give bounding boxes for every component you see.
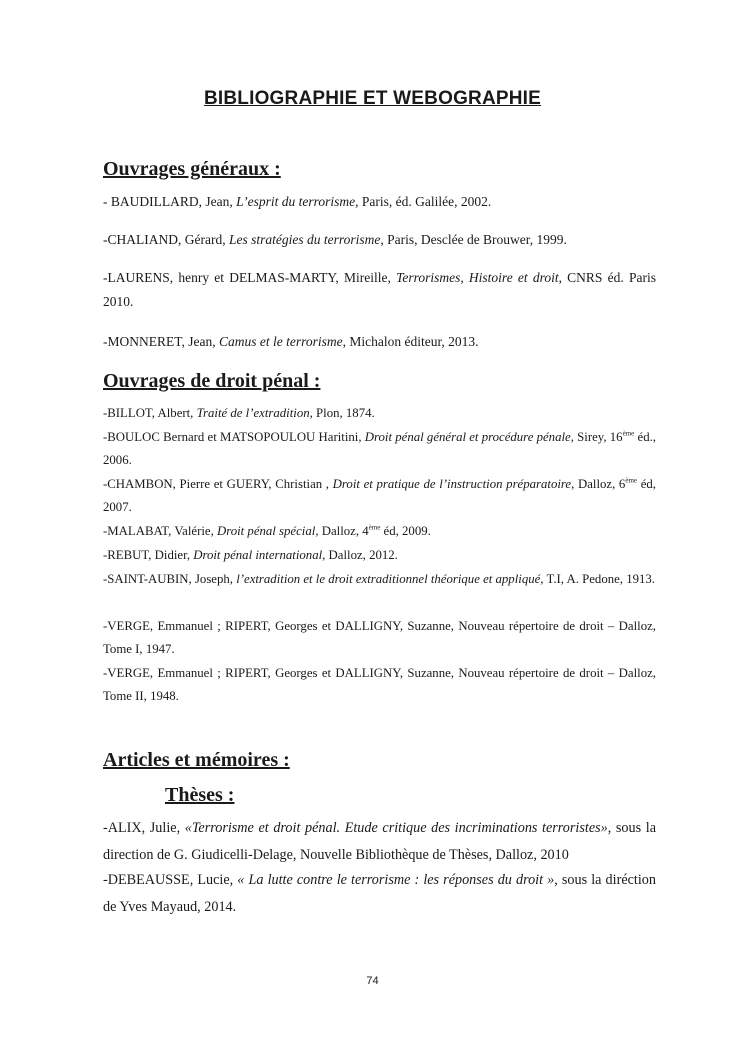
page-number: 74	[366, 975, 379, 987]
section-heading-general: Ouvrages généraux :	[103, 158, 281, 180]
bib-entry-verge-tome-1: -VERGE, Emmanuel ; RIPERT, Georges et DALLIGNY, Suzanne, Nouveau répertoire de droit – Dalloz, Tome I, 1947.	[103, 619, 656, 657]
bib-entry-chambon: -CHAMBON, Pierre et GUERY, Christian , Droit et pratique de l’instruction préparatoire, Dalloz, 6ème éd, 2007.	[103, 476, 656, 515]
subsection-heading-theses: Thèses :	[165, 784, 235, 806]
bib-entry-malabat: -MALABAT, Valérie, Droit pénal spécial, Dalloz, 4ème éd, 2009.	[103, 523, 431, 538]
bib-entry-saint-aubin: -SAINT-AUBIN, Joseph, l’extradition et le droit extraditionnel théorique et appliqué, T.I, A. Pedone, 1913.	[103, 572, 655, 586]
bib-entry-verge-tome-2: -VERGE, Emmanuel ; RIPERT, Georges et DALLIGNY, Suzanne, Nouveau répertoire de droit – Dalloz, Tome II, 1948.	[103, 666, 656, 704]
section-heading-penal: Ouvrages de droit pénal :	[103, 370, 321, 392]
bib-entry-chaliand: -CHALIAND, Gérard, Les stratégies du terrorisme, Paris, Desclée de Brouwer, 1999.	[103, 232, 567, 247]
page-title: BIBLIOGRAPHIE ET WEBOGRAPHIE	[203, 88, 542, 109]
bib-entry-alix: -ALIX, Julie, «Terrorisme et droit pénal. Etude critique des incriminations terroristes», sous la direction de G. Giudicelli-Delage, Nouvelle Bibliothèque de Thèses, Dalloz, 2010	[103, 820, 656, 863]
bib-entry-billot: -BILLOT, Albert, Traité de l’extradition, Plon, 1874.	[103, 406, 375, 420]
bib-entry-baudillard: - BAUDILLARD, Jean, L’esprit du terrorisme, Paris, éd. Galilée, 2002.	[103, 194, 492, 209]
bib-entry-debeausse: -DEBEAUSSE, Lucie, « La lutte contre le terrorisme : les réponses du droit », sous la diréction de Yves Mayaud, 2014.	[103, 872, 656, 915]
bib-entry-laurens: -LAURENS, henry et DELMAS-MARTY, Mireille, Terrorismes, Histoire et droit, CNRS éd. Paris 2010.	[103, 270, 656, 309]
bib-entry-bouloc: -BOULOC Bernard et MATSOPOULOU Haritini, Droit pénal général et procédure pénale, Sirey, 16ème éd., 2006.	[103, 429, 656, 468]
bib-entry-rebut: -REBUT, Didier, Droit pénal international, Dalloz, 2012.	[103, 548, 398, 562]
section-heading-articles: Articles et mémoires :	[103, 749, 290, 771]
bib-entry-monneret: -MONNERET, Jean, Camus et le terrorisme, Michalon éditeur, 2013.	[103, 334, 479, 349]
